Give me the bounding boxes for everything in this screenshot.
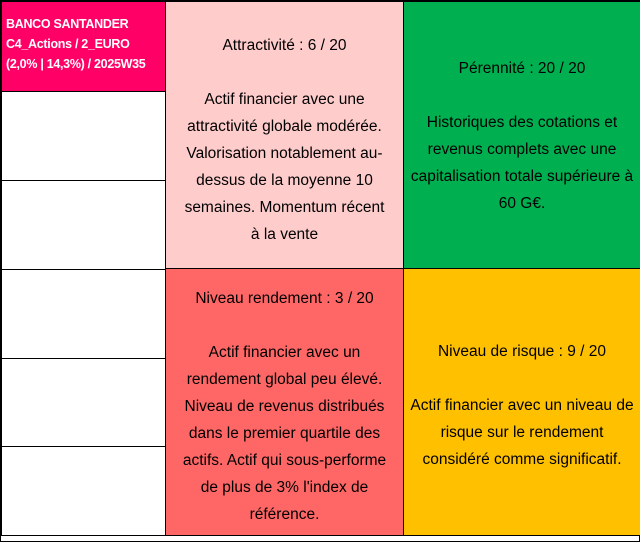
asset-header bbox=[1, 1, 166, 92]
attractivite-description: Actif financier avec une attractivité globale modérée. Valorisation notablement au-dessus de la moyenne 10 semaines. Momentum récent à la vente bbox=[184, 91, 385, 243]
asset-stats: (2,0% | 14,3%) / 2025W35 bbox=[6, 57, 146, 71]
asset-category: C4_Actions / 2_EURO bbox=[6, 37, 130, 51]
risque-panel bbox=[403, 268, 640, 536]
blank-cell bbox=[1, 446, 166, 536]
perennite-title: Pérennité : 20 / 20 bbox=[458, 60, 586, 77]
rendement-title: Niveau rendement : 3 / 20 bbox=[195, 290, 374, 307]
risque-title: Niveau de risque : 9 / 20 bbox=[437, 343, 607, 360]
attractivite-title: Attractivité : 6 / 20 bbox=[222, 37, 347, 54]
perennite-panel bbox=[403, 1, 640, 269]
risque-description: Actif financier avec un niveau de risque sur le rendement considéré comme significatif. bbox=[410, 397, 634, 468]
blank-cell bbox=[1, 358, 166, 447]
blank-cell bbox=[1, 91, 166, 181]
rendement-panel bbox=[165, 268, 404, 536]
asset-name: BANCO SANTANDER bbox=[6, 17, 129, 31]
perennite-description: Historiques des cotations et revenus complets avec une capitalisation totale supérieure à 60 G€. bbox=[410, 114, 634, 212]
blank-cell bbox=[1, 180, 166, 270]
attractivite-panel bbox=[165, 1, 404, 269]
rendement-description: Actif financier avec un rendement global peu élevé. Niveau de revenus distribués dans le premier quartile des actifs. Actif qui sous-performe de plus de 3% l'index de référence. bbox=[182, 344, 387, 523]
blank-cell bbox=[1, 269, 166, 359]
